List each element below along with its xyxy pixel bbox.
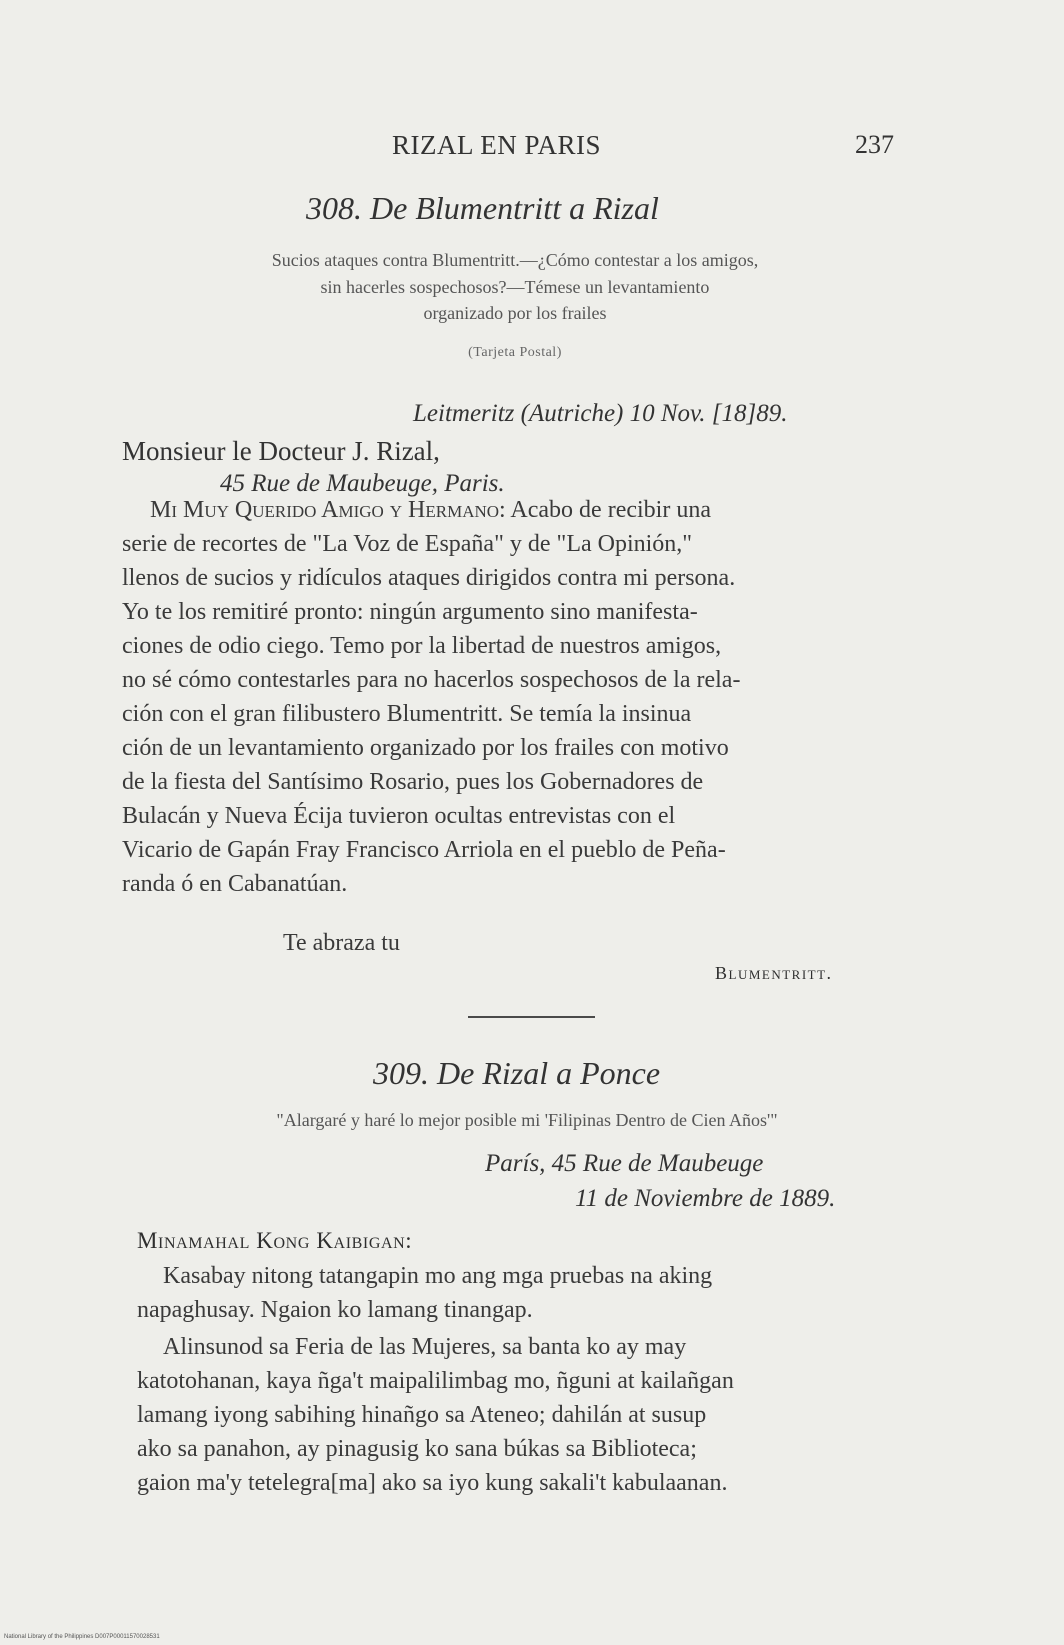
letter-308-body-line: llenos de sucios y ridículos ataques dirigidos contra mi persona.	[122, 565, 736, 591]
letter-309-body-line: katotohanan, kaya ñga't maipalilimbag mo, ñguni at kailañgan	[137, 1368, 734, 1394]
letter-308-body-line: ción con el gran filibustero Blumentritt. Se temía la insinua	[122, 701, 692, 727]
letter-309-body-line: napaghusay. Ngaion ko lamang tinangap.	[137, 1297, 533, 1323]
letter-309-heading: 309. De Rizal a Ponce	[373, 1055, 661, 1091]
letter-309-body-line: Kasabay nitong tatangapin mo ang mga pruebas na aking	[163, 1263, 713, 1289]
letter-308-body-line: no sé cómo contestarles para no hacerlos sospechosos de la rela-	[122, 667, 741, 693]
section-divider	[468, 1016, 595, 1018]
letter-308-body-line: de la fiesta del Santísimo Rosario, pues los Gobernadores de	[122, 769, 704, 795]
letter-309-body-line: lamang iyong sabihing hinañgo sa Ateneo; dahilán at susup	[137, 1402, 707, 1428]
letter-309-dateline: 11 de Noviembre de 1889.	[575, 1185, 836, 1212]
letter-308-address-line: 45 Rue de Maubeuge, Paris.	[220, 470, 505, 497]
letter-308-summary-line: Sucios ataques contra Blumentritt.—¿Cómo contestar a los amigos,	[271, 250, 759, 270]
letter-308-first-line	[150, 497, 711, 524]
letter-308-salutation: Mi Muy Querido Amigo y Hermano:	[150, 497, 506, 523]
letter-308-summary-line: sin hacerles sospechosos?—Témese un levantamiento	[320, 277, 710, 297]
letter-308-dateline: Leitmeritz (Autriche) 10 Nov. [18]89.	[413, 400, 788, 427]
letter-308-body-line: serie de recortes de "La Voz de España" y de "La Opinión,"	[122, 531, 693, 557]
scan-footer-caption: National Library of the Philippines D007P00011570028531	[4, 1634, 160, 1640]
letter-309-dateline: París, 45 Rue de Maubeuge	[485, 1150, 764, 1177]
letter-308-body-line: Bulacán y Nueva Écija tuvieron ocultas entrevistas con el	[122, 803, 676, 829]
running-title: RIZAL EN PARIS	[392, 130, 602, 160]
letter-309-body-line: gaion ma'y tetelegra[ma] ako sa iyo kung sakali't kabulaanan.	[137, 1470, 728, 1496]
page-number: 237	[855, 130, 894, 159]
letter-309-body-line: ako sa panahon, ay pinagusig ko sana búkas sa Biblioteca;	[137, 1436, 697, 1462]
letter-308-body-line: randa ó en Cabanatúan.	[122, 871, 348, 897]
letter-308-heading: 308. De Blumentritt a Rizal	[306, 190, 659, 226]
letter-308-signature: Blumentritt.	[715, 963, 833, 983]
letter-308-note: (Tarjeta Postal)	[468, 345, 562, 360]
letter-309-salutation: Minamahal Kong Kaibigan:	[137, 1228, 413, 1253]
letter-308-address-line: Monsieur le Docteur J. Rizal,	[122, 436, 440, 466]
letter-308-closing: Te abraza tu	[283, 930, 400, 956]
letter-309-subtitle: "Alargaré y haré lo mejor posible mi 'Filipinas Dentro de Cien Años'"	[276, 1110, 778, 1130]
letter-308-body-line: ción de un levantamiento organizado por los frailes con motivo	[122, 735, 729, 761]
letter-309-body-line: Alinsunod sa Feria de las Mujeres, sa banta ko ay may	[163, 1334, 687, 1360]
letter-308-body-line: ciones de odio ciego. Temo por la libertad de nuestros amigos,	[122, 633, 722, 659]
letter-308-body-line: Yo te los remitiré pronto: ningún argumento sino manifesta-	[122, 599, 698, 625]
letter-308-summary-line: organizado por los frailes	[423, 303, 607, 323]
letter-308-body-line: Acabo de recibir una	[510, 497, 711, 523]
letter-308-body-line: Vicario de Gapán Fray Francisco Arriola en el pueblo de Peña-	[122, 837, 726, 863]
